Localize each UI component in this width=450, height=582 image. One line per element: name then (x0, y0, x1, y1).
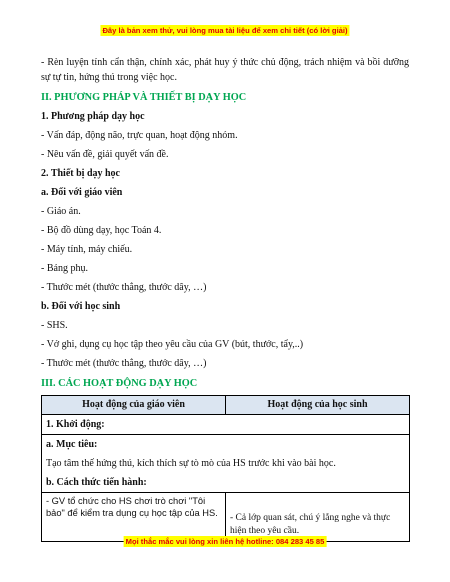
table-row (42, 415, 410, 435)
column-header-teacher: Hoạt động của giáo viên (42, 396, 226, 415)
table-header-row (42, 396, 410, 415)
student-equipment-heading: b. Đối với học sinh (41, 301, 121, 312)
table-row (42, 493, 410, 542)
section-heading-methods-equipment: II. PHƯƠNG PHÁP VÀ THIẾT BỊ DẠY HỌC (41, 92, 247, 103)
method-item: - Nêu vấn đề, giải quyết vấn đề. (41, 149, 169, 160)
hotline-banner: Mọi thắc mắc vui lòng xin liên hệ hotline: 084 283 45 85 (125, 537, 325, 546)
table-row (42, 435, 410, 493)
student-equipment-item: - Thước mét (thước thẳng, thước dây, …) (41, 358, 207, 369)
startup-heading: 1. Khởi động: (42, 415, 410, 435)
student-activity-cell: - Cả lớp quan sát, chú ý lắng nghe và thực hiện theo yêu cầu. (226, 493, 410, 542)
method-label: b. Cách thức tiến hành: (46, 477, 147, 488)
teacher-equipment-item: - Bộ đồ dùng dạy, học Toán 4. (41, 225, 162, 236)
objective-cell (42, 435, 410, 493)
teacher-equipment-item: - Thước mét (thước thẳng, thước dây, …) (41, 282, 207, 293)
teacher-equipment-item: - Máy tính, máy chiếu. (41, 244, 133, 255)
column-header-student: Hoạt động của học sinh (226, 396, 410, 415)
teacher-activity-cell: - GV tổ chức cho HS chơi trò chơi "Tôi bảo" để kiểm tra dụng cụ học tập của HS. (42, 493, 226, 542)
objective-label: a. Mục tiêu: (46, 439, 98, 450)
document-body (41, 55, 409, 542)
intro-paragraph: - Rèn luyện tính cẩn thận, chính xác, phát huy ý thức chủ động, trách nhiệm và bồi dưỡng sự tự tin, hứng thú trong việc học. (41, 57, 409, 83)
section-heading-activities: III. CÁC HOẠT ĐỘNG DẠY HỌC (41, 378, 198, 389)
teacher-equipment-heading: a. Đối với giáo viên (41, 187, 123, 198)
student-equipment-item: - SHS. (41, 320, 68, 331)
method-item: - Vấn đáp, động não, trực quan, hoạt động nhóm. (41, 130, 238, 141)
preview-banner: Đây là bản xem thử, vui lòng mua tài liệu để xem chi tiết (có lời giải) (102, 26, 348, 35)
student-equipment-item: - Vở ghi, dụng cụ học tập theo yêu cầu của GV (bút, thước, tẩy,..) (41, 339, 304, 350)
methods-heading: 1. Phương pháp dạy học (41, 111, 145, 122)
teacher-equipment-item: - Giáo án. (41, 206, 81, 217)
objective-text: Tạo tâm thế hứng thú, kích thích sự tò mò của HS trước khi vào bài học. (46, 458, 336, 469)
teacher-equipment-item: - Bảng phụ. (41, 263, 88, 274)
equipment-heading: 2. Thiết bị dạy học (41, 168, 120, 179)
activities-table (41, 395, 410, 542)
